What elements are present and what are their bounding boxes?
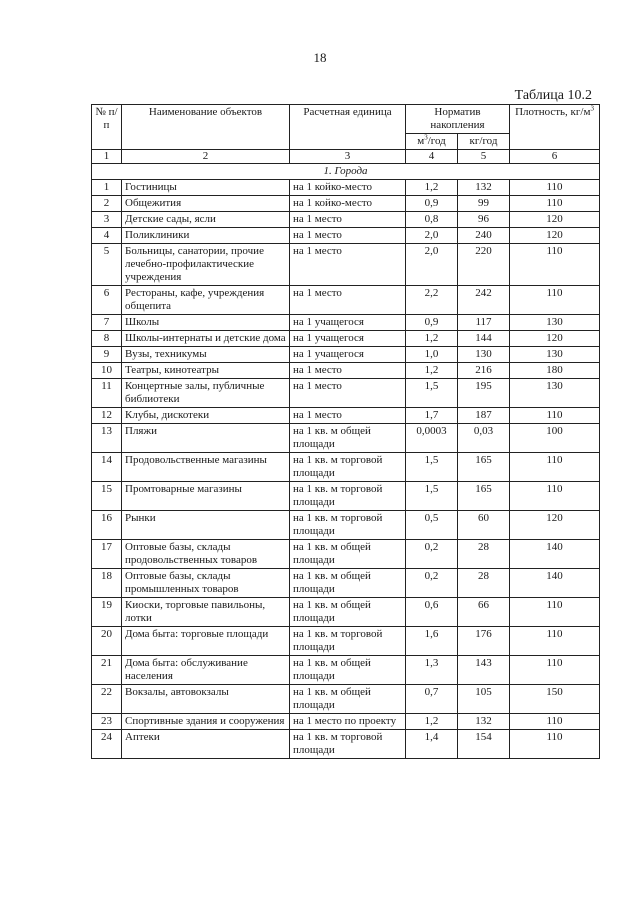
- norm-m3-value: 2,0: [406, 244, 458, 286]
- norm-kg-value: 96: [458, 212, 510, 228]
- calc-unit: на 1 место: [290, 244, 406, 286]
- density-value: 100: [510, 424, 600, 453]
- calc-unit: на 1 место: [290, 212, 406, 228]
- calc-unit: на 1 учащегося: [290, 315, 406, 331]
- section-row: [92, 164, 600, 180]
- norm-m3-value: 0,2: [406, 569, 458, 598]
- calc-unit: на 1 кв. м торговой площади: [290, 627, 406, 656]
- table-row: [92, 453, 600, 482]
- table-row: [92, 540, 600, 569]
- density-value: 110: [510, 730, 600, 759]
- column-number: 4: [406, 150, 458, 164]
- table-row: [92, 315, 600, 331]
- norm-kg-value: 132: [458, 180, 510, 196]
- norm-m3-value: 1,5: [406, 453, 458, 482]
- object-name: Дома быта: торговые площади: [122, 627, 290, 656]
- norm-m3-value: 0,7: [406, 685, 458, 714]
- table-row: [92, 656, 600, 685]
- calc-unit: на 1 место: [290, 286, 406, 315]
- norms-table: [91, 104, 600, 759]
- density-value: 130: [510, 347, 600, 363]
- row-number: 15: [92, 482, 122, 511]
- row-number: 24: [92, 730, 122, 759]
- row-number: 18: [92, 569, 122, 598]
- table-row: [92, 180, 600, 196]
- object-name: Пляжи: [122, 424, 290, 453]
- norm-m3-value: 0,6: [406, 598, 458, 627]
- table-row: [92, 363, 600, 379]
- density-value: 110: [510, 244, 600, 286]
- column-number: 6: [510, 150, 600, 164]
- density-value: 140: [510, 540, 600, 569]
- calc-unit: на 1 кв. м общей площади: [290, 598, 406, 627]
- norm-kg-value: 242: [458, 286, 510, 315]
- calc-unit: на 1 учащегося: [290, 347, 406, 363]
- density-value: 110: [510, 598, 600, 627]
- calc-unit: на 1 койко-место: [290, 196, 406, 212]
- row-number: 14: [92, 453, 122, 482]
- object-name: Школы-интернаты и детские дома: [122, 331, 290, 347]
- norm-kg-value: 28: [458, 569, 510, 598]
- page-number: 18: [313, 50, 327, 65]
- object-name: Общежития: [122, 196, 290, 212]
- density-value: 110: [510, 180, 600, 196]
- calc-unit: на 1 кв. м общей площади: [290, 569, 406, 598]
- norm-m3-value: 0,2: [406, 540, 458, 569]
- norm-kg-value: 220: [458, 244, 510, 286]
- norm-kg-value: 60: [458, 511, 510, 540]
- object-name: Школы: [122, 315, 290, 331]
- row-number: 11: [92, 379, 122, 408]
- row-number: 7: [92, 315, 122, 331]
- norm-m3-value: 1,2: [406, 363, 458, 379]
- row-number: 13: [92, 424, 122, 453]
- density-value: 110: [510, 656, 600, 685]
- object-name: Рынки: [122, 511, 290, 540]
- table-row: [92, 685, 600, 714]
- density-value: 120: [510, 212, 600, 228]
- row-number: 10: [92, 363, 122, 379]
- norm-m3-value: 0,0003: [406, 424, 458, 453]
- object-name: Вузы, техникумы: [122, 347, 290, 363]
- norm-m3-value: 1,2: [406, 714, 458, 730]
- header-density: Плотность, $кг/м^3$: [510, 105, 600, 150]
- density-value: 150: [510, 685, 600, 714]
- header-num: № п/п: [92, 105, 122, 150]
- section-title: 1. Города: [92, 164, 600, 180]
- header-unit: Расчетная единица: [290, 105, 406, 150]
- density-value: 110: [510, 482, 600, 511]
- table-row: [92, 286, 600, 315]
- table-row: [92, 714, 600, 730]
- object-name: Оптовые базы, склады продовольственных товаров: [122, 540, 290, 569]
- object-name: Промтоварные магазины: [122, 482, 290, 511]
- table-row: [92, 347, 600, 363]
- object-name: Продовольственные магазины: [122, 453, 290, 482]
- calc-unit: на 1 кв. м общей площади: [290, 685, 406, 714]
- density-value: 120: [510, 228, 600, 244]
- norm-kg-value: 105: [458, 685, 510, 714]
- density-value: 110: [510, 627, 600, 656]
- row-number: 19: [92, 598, 122, 627]
- row-number: 17: [92, 540, 122, 569]
- row-number: 6: [92, 286, 122, 315]
- norm-m3-value: 2,2: [406, 286, 458, 315]
- row-number: 1: [92, 180, 122, 196]
- column-number: 3: [290, 150, 406, 164]
- object-name: Гостиницы: [122, 180, 290, 196]
- density-value: 110: [510, 286, 600, 315]
- calc-unit: на 1 кв. м торговой площади: [290, 511, 406, 540]
- object-name: Больницы, санатории, прочие лечебно-профилактические учреждения: [122, 244, 290, 286]
- object-name: Театры, кинотеатры: [122, 363, 290, 379]
- table-row: [92, 424, 600, 453]
- norm-m3-value: 2,0: [406, 228, 458, 244]
- calc-unit: на 1 место: [290, 228, 406, 244]
- density-value: 130: [510, 379, 600, 408]
- density-value: 110: [510, 408, 600, 424]
- table-row: [92, 212, 600, 228]
- column-number: 2: [122, 150, 290, 164]
- norm-m3-value: 1,5: [406, 379, 458, 408]
- density-value: 120: [510, 331, 600, 347]
- object-name: Детские сады, ясли: [122, 212, 290, 228]
- norm-m3-value: 0,5: [406, 511, 458, 540]
- calc-unit: на 1 место: [290, 408, 406, 424]
- norm-kg-value: 216: [458, 363, 510, 379]
- norm-kg-value: 143: [458, 656, 510, 685]
- norm-m3-value: 1,4: [406, 730, 458, 759]
- norm-m3-value: 1,2: [406, 180, 458, 196]
- table-row: [92, 379, 600, 408]
- header-norm-m3: $м^3$/год: [406, 134, 458, 150]
- calc-unit: на 1 кв. м торговой площади: [290, 730, 406, 759]
- object-name: Клубы, дискотеки: [122, 408, 290, 424]
- table-caption: Таблица 10.2: [514, 88, 592, 103]
- row-number: 22: [92, 685, 122, 714]
- row-number: 23: [92, 714, 122, 730]
- norm-kg-value: 144: [458, 331, 510, 347]
- density-value: 180: [510, 363, 600, 379]
- row-number: 8: [92, 331, 122, 347]
- object-name: Киоски, торговые павильоны, лотки: [122, 598, 290, 627]
- norm-kg-value: 176: [458, 627, 510, 656]
- row-number: 2: [92, 196, 122, 212]
- norm-kg-value: 0,03: [458, 424, 510, 453]
- object-name: Вокзалы, автовокзалы: [122, 685, 290, 714]
- norm-kg-value: 154: [458, 730, 510, 759]
- norm-kg-value: 117: [458, 315, 510, 331]
- table-row: [92, 244, 600, 286]
- table-row: [92, 196, 600, 212]
- table-row: [92, 730, 600, 759]
- table-row: [92, 569, 600, 598]
- table-row: [92, 331, 600, 347]
- density-value: 110: [510, 453, 600, 482]
- calc-unit: на 1 кв. м общей площади: [290, 656, 406, 685]
- norm-kg-value: 165: [458, 453, 510, 482]
- row-number: 12: [92, 408, 122, 424]
- norm-kg-value: 240: [458, 228, 510, 244]
- norm-m3-value: 1,2: [406, 331, 458, 347]
- column-number: 1: [92, 150, 122, 164]
- density-value: 140: [510, 569, 600, 598]
- norm-kg-value: 165: [458, 482, 510, 511]
- norm-kg-value: 28: [458, 540, 510, 569]
- row-number: 21: [92, 656, 122, 685]
- norm-m3-value: 1,6: [406, 627, 458, 656]
- norm-kg-value: 66: [458, 598, 510, 627]
- table-row: [92, 408, 600, 424]
- column-number: 5: [458, 150, 510, 164]
- header-norm: Норматив накопления: [406, 105, 510, 134]
- table-row: [92, 511, 600, 540]
- calc-unit: на 1 учащегося: [290, 331, 406, 347]
- object-name: Концертные залы, публичные библиотеки: [122, 379, 290, 408]
- norm-kg-value: 99: [458, 196, 510, 212]
- header-name: Наименование объектов: [122, 105, 290, 150]
- norm-m3-value: 1,3: [406, 656, 458, 685]
- object-name: Дома быта: обслуживание населения: [122, 656, 290, 685]
- calc-unit: на 1 место по проекту: [290, 714, 406, 730]
- norm-m3-value: 0,9: [406, 196, 458, 212]
- row-number: 20: [92, 627, 122, 656]
- object-name: Оптовые базы, склады промышленных товаров: [122, 569, 290, 598]
- row-number: 3: [92, 212, 122, 228]
- row-number: 16: [92, 511, 122, 540]
- norm-m3-value: 1,5: [406, 482, 458, 511]
- norm-m3-value: 1,0: [406, 347, 458, 363]
- object-name: Спортивные здания и сооружения: [122, 714, 290, 730]
- calc-unit: на 1 кв. м общей площади: [290, 424, 406, 453]
- object-name: Поликлиники: [122, 228, 290, 244]
- table-row: [92, 627, 600, 656]
- calc-unit: на 1 место: [290, 363, 406, 379]
- norm-m3-value: 0,8: [406, 212, 458, 228]
- object-name: Рестораны, кафе, учреждения общепита: [122, 286, 290, 315]
- density-value: 130: [510, 315, 600, 331]
- table-row: [92, 598, 600, 627]
- calc-unit: на 1 койко-место: [290, 180, 406, 196]
- calc-unit: на 1 место: [290, 379, 406, 408]
- table-row: [92, 228, 600, 244]
- norm-m3-value: 0,9: [406, 315, 458, 331]
- calc-unit: на 1 кв. м торговой площади: [290, 453, 406, 482]
- norm-kg-value: 195: [458, 379, 510, 408]
- object-name: Аптеки: [122, 730, 290, 759]
- norm-kg-value: 132: [458, 714, 510, 730]
- calc-unit: на 1 кв. м общей площади: [290, 540, 406, 569]
- density-value: 120: [510, 511, 600, 540]
- header-norm-kg: кг/год: [458, 134, 510, 150]
- density-value: 110: [510, 714, 600, 730]
- calc-unit: на 1 кв. м торговой площади: [290, 482, 406, 511]
- row-number: 4: [92, 228, 122, 244]
- column-number-row: [92, 150, 600, 164]
- row-number: 5: [92, 244, 122, 286]
- row-number: 9: [92, 347, 122, 363]
- norm-kg-value: 187: [458, 408, 510, 424]
- norm-m3-value: 1,7: [406, 408, 458, 424]
- norm-kg-value: 130: [458, 347, 510, 363]
- table-row: [92, 482, 600, 511]
- density-value: 110: [510, 196, 600, 212]
